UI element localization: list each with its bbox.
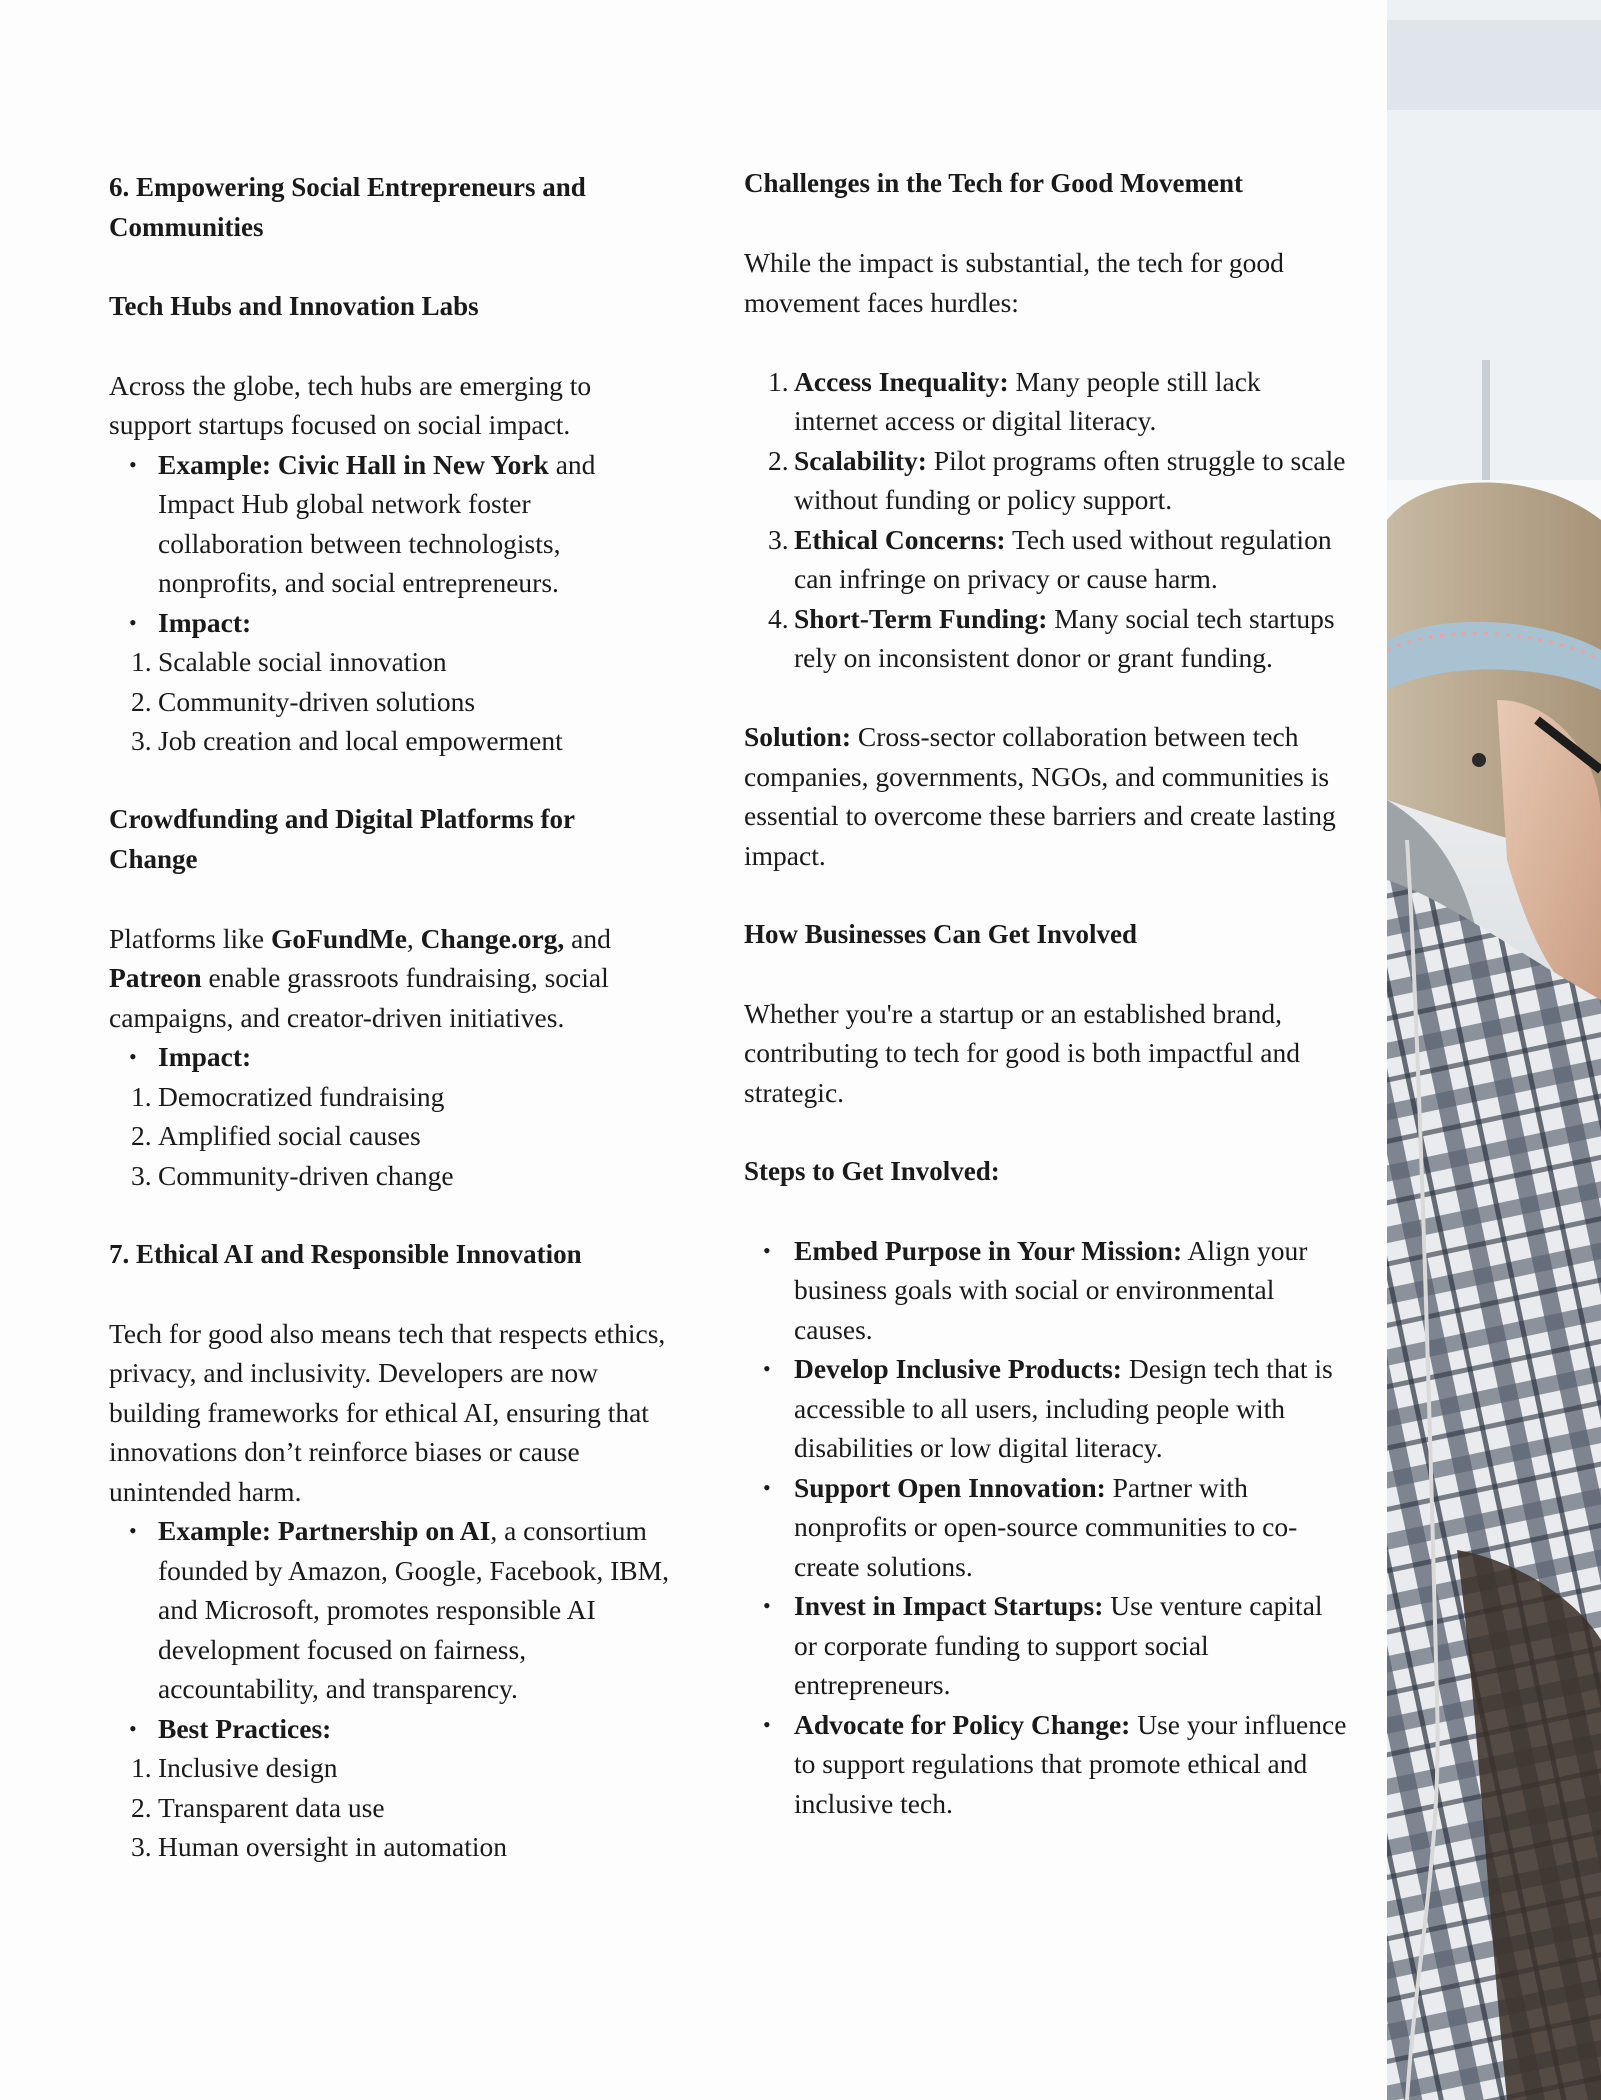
list-number: 3. <box>131 1159 152 1191</box>
list-number: 2. <box>131 1791 152 1823</box>
item-label: Advocate for Policy Change: <box>794 1708 1131 1740</box>
crowdfunding-impacts <box>109 1077 669 1196</box>
steps-list <box>744 1231 1349 1824</box>
solution-text: Cross-sector collaboration between tech companies, governments, NGOs, and communities is essential to overcome these barriers and create lasting impact. <box>744 721 1336 871</box>
list-text: Amplified social causes <box>158 1120 421 1151</box>
item-text: Many people still lack internet access or digital literacy. <box>794 365 1261 436</box>
list-number: 2. <box>768 444 789 476</box>
section-6-title: 6. Empowering Social Entrepreneurs and Communities <box>109 172 586 242</box>
list-number: 1. <box>131 646 152 677</box>
list-number: 2. <box>131 685 152 717</box>
list-item <box>744 1705 1349 1824</box>
list-item <box>109 1037 669 1077</box>
challenges-heading: Challenges in the Tech for Good Movement <box>744 168 1243 198</box>
list-item <box>109 1709 669 1749</box>
list-item <box>109 603 669 643</box>
list-item <box>744 362 1349 441</box>
list-text: Community-driven change <box>158 1159 454 1191</box>
list-text: Job creation and local empowerment <box>158 725 563 756</box>
platform-changeorg: Change.org, <box>420 922 565 954</box>
list-item <box>109 1748 669 1788</box>
list-text: Inclusive design <box>158 1752 338 1783</box>
list-number: 1. <box>131 1752 152 1783</box>
crowdfunding-bullets <box>109 1037 669 1077</box>
tech-hubs-heading: Tech Hubs and Innovation Labs <box>109 290 479 321</box>
left-column <box>109 168 669 1867</box>
tech-hubs-impacts <box>109 642 669 761</box>
list-item <box>744 1349 1349 1468</box>
crowdfunding-heading: Crowdfunding and Digital Platforms for Change <box>109 804 575 874</box>
list-text: Transparent data use <box>158 1791 385 1823</box>
list-item <box>744 441 1349 520</box>
list-item <box>109 642 669 682</box>
list-item <box>109 1077 669 1117</box>
item-label: Embed Purpose in Your Mission: <box>794 1234 1183 1266</box>
section-7-bullets <box>109 1511 669 1748</box>
list-item <box>109 1511 669 1709</box>
example-text: and Impact Hub global network foster collaboration between technologists, nonprofits, and social entrepreneurs. <box>158 448 596 598</box>
list-item <box>744 1231 1349 1350</box>
example-label: Example: Partnership on AI <box>158 1515 491 1546</box>
example-label: Example: Civic Hall in New York <box>158 448 549 480</box>
tech-hubs-bullets <box>109 445 669 643</box>
solution-paragraph <box>744 717 1349 875</box>
item-text: Use your influence to support regulations that promote ethical and inclusive tech. <box>794 1708 1347 1819</box>
best-practices-label: Best Practices: <box>158 1712 332 1744</box>
crowdfunding-intro <box>109 919 669 1038</box>
list-text: Human oversight in automation <box>158 1831 508 1862</box>
list-number: 3. <box>131 1831 152 1862</box>
list-item <box>744 520 1349 599</box>
platform-gofundme: GoFundMe <box>270 922 407 954</box>
right-column <box>744 164 1349 1823</box>
impact-label: Impact: <box>158 1041 252 1072</box>
challenges-list <box>744 362 1349 678</box>
item-label: Support Open Innovation: <box>794 1471 1106 1503</box>
businesses-heading: How Businesses Can Get Involved <box>744 918 1138 949</box>
item-label: Short-Term Funding: <box>794 602 1048 634</box>
list-item <box>744 1468 1349 1587</box>
item-text: Partner with nonprofits or open-source communities to co-create solutions. <box>794 1471 1298 1582</box>
list-number: 1. <box>131 1080 152 1112</box>
businesses-intro: Whether you're a startup or an established brand, contributing to tech for good is both impactful and strategic. <box>744 997 1301 1108</box>
section-7-intro: Tech for good also means tech that respects ethics, privacy, and inclusivity. Developers are now building frameworks for ethical AI, ensuring that innovations don’t reinforce biases or cause unintended harm. <box>109 1317 666 1507</box>
item-text: Many social tech startups rely on inconsistent donor or grant funding. <box>794 602 1335 673</box>
challenges-intro: While the impact is substantial, the tech for good movement faces hurdles: <box>744 247 1284 318</box>
separator: and <box>564 922 611 954</box>
list-item <box>744 599 1349 678</box>
item-text: Pilot programs often struggle to scale without funding or policy support. <box>794 444 1346 515</box>
steps-heading: Steps to Get Involved: <box>744 1155 1000 1186</box>
list-number: 3. <box>768 523 789 555</box>
list-number: 4. <box>768 602 789 634</box>
platform-patreon: Patreon <box>109 962 202 993</box>
list-text: Democratized fundraising <box>158 1080 445 1112</box>
tech-hubs-intro: Across the globe, tech hubs are emerging to support startups focused on social impact. <box>109 369 592 440</box>
list-text: Scalable social innovation <box>158 646 447 677</box>
list-number: 3. <box>131 725 152 756</box>
item-label: Develop Inclusive Products: <box>794 1353 1122 1384</box>
item-label: Invest in Impact Startups: <box>794 1590 1104 1621</box>
list-item <box>109 721 669 761</box>
item-text: Design tech that is accessible to all users, including people with disabilities or low digital literacy. <box>794 1353 1333 1463</box>
impact-label: Impact: <box>158 606 252 638</box>
item-text: Tech used without regulation can infringe on privacy or cause harm. <box>794 523 1332 594</box>
list-item <box>109 1788 669 1828</box>
item-label: Access Inequality: <box>794 365 1009 397</box>
list-number: 2. <box>131 1120 152 1151</box>
item-label: Scalability: <box>794 444 927 476</box>
example-text: , a consortium founded by Amazon, Google, Facebook, IBM, and Microsoft, promotes responsible AI development focused on fairness, accountability, and transparency. <box>158 1515 669 1704</box>
list-item <box>109 1827 669 1867</box>
list-number: 1. <box>768 365 789 397</box>
intro-suffix: enable grassroots fundraising, social campaigns, and creator-driven initiatives. <box>109 962 609 1033</box>
list-item <box>109 1116 669 1156</box>
solution-label: Solution: <box>744 721 851 752</box>
best-practices-list <box>109 1748 669 1867</box>
list-text: Community-driven solutions <box>158 685 476 717</box>
person-photo-illustration <box>1387 0 1601 2100</box>
separator: , <box>406 922 421 954</box>
section-7-title: 7. Ethical AI and Responsible Innovation <box>109 1238 582 1269</box>
item-label: Ethical Concerns: <box>794 523 1006 555</box>
list-item <box>109 682 669 722</box>
side-photo <box>1387 0 1601 2100</box>
item-text: Align your business goals with social or environmental causes. <box>794 1234 1308 1345</box>
list-item <box>109 1156 669 1196</box>
list-item <box>744 1586 1349 1705</box>
list-item <box>109 445 669 603</box>
intro-prefix: Platforms like <box>109 922 271 954</box>
item-text: Use venture capital or corporate funding to support social entrepreneurs. <box>794 1590 1323 1700</box>
